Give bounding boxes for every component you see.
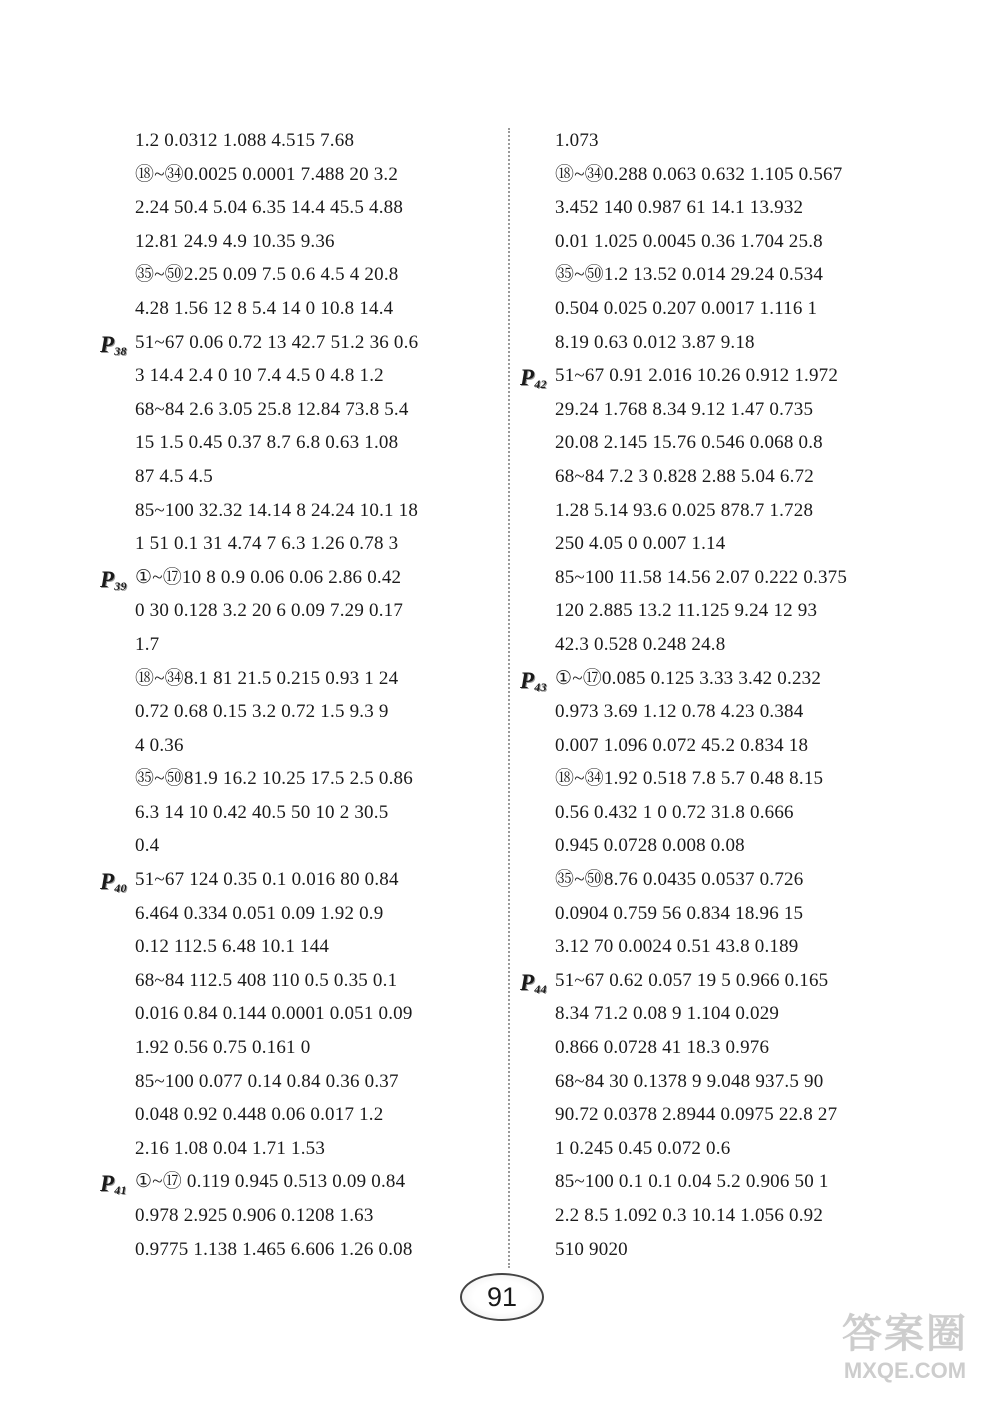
answer-text: 0.4: [135, 835, 160, 857]
answer-line: [100, 997, 500, 1031]
answer-text: 85~100 11.58 14.56 2.07 0.222 0.375: [555, 566, 848, 588]
answer-text: 0.973 3.69 1.12 0.78 4.23 0.384: [555, 701, 804, 723]
answer-line: [100, 897, 500, 931]
answer-line: [100, 191, 500, 225]
answer-line: [520, 1031, 910, 1065]
answer-line: [520, 762, 910, 796]
answer-text: ⑱~㉞0.288 0.063 0.632 1.105 0.567: [555, 163, 843, 185]
section-answer-line: [100, 863, 500, 897]
answer-line: [100, 460, 500, 494]
answer-line: [100, 1233, 500, 1267]
answer-text: 1 51 0.1 31 4.74 7 6.3 1.26 0.78 3: [135, 533, 399, 555]
answer-line: [100, 494, 500, 528]
page-marker-letter: P: [520, 969, 535, 995]
answer-text: 20.08 2.145 15.76 0.546 0.068 0.8: [555, 432, 823, 454]
answer-text: 1.28 5.14 93.6 0.025 878.7 1.728: [555, 499, 814, 521]
answer-text: 510 9020: [555, 1238, 628, 1260]
answer-text: 1 0.245 0.45 0.072 0.6: [555, 1137, 731, 1159]
answer-text: 1.7: [135, 633, 160, 655]
answer-line: [520, 796, 910, 830]
answer-line: [520, 997, 910, 1031]
right-answer-column: [520, 124, 910, 1266]
answer-line: [520, 225, 910, 259]
answer-text: 42.3 0.528 0.248 24.8: [555, 633, 726, 655]
answer-text: 0.9775 1.138 1.465 6.606 1.26 0.08: [135, 1238, 413, 1260]
page-number: 91: [460, 1273, 544, 1321]
answer-text: 0 30 0.128 3.2 20 6 0.09 7.29 0.17: [135, 600, 404, 622]
answer-text: ⑱~㉞1.92 0.518 7.8 5.7 0.48 8.15: [555, 768, 824, 790]
answer-line: [100, 1031, 500, 1065]
page-marker-letter: P: [100, 331, 115, 357]
answer-text: 3 14.4 2.4 0 10 7.4 4.5 0 4.8 1.2: [135, 365, 384, 387]
answer-text: 68~84 7.2 3 0.828 2.88 5.04 6.72: [555, 465, 814, 487]
answer-text: ㉟~㊿81.9 16.2 10.25 17.5 2.5 0.86: [135, 768, 413, 790]
answer-text: 15 1.5 0.45 0.37 8.7 6.8 0.63 1.08: [135, 432, 399, 454]
answer-text: ㉟~㊿1.2 13.52 0.014 29.24 0.534: [555, 264, 824, 286]
answer-line: [100, 393, 500, 427]
answer-text: 68~84 2.6 3.05 25.8 12.84 73.8 5.4: [135, 398, 409, 420]
column-divider: [508, 128, 510, 1268]
answer-text: 85~100 0.1 0.1 0.04 5.2 0.906 50 1: [555, 1171, 829, 1193]
answer-line: [520, 628, 910, 662]
answer-text: 51~67 124 0.35 0.1 0.016 80 0.84: [135, 869, 399, 891]
answer-text: 2.2 8.5 1.092 0.3 10.14 1.056 0.92: [555, 1205, 824, 1226]
answer-text: 0.72 0.68 0.15 3.2 0.72 1.5 9.3 9: [135, 701, 389, 723]
answer-line: [520, 124, 910, 158]
answer-text: 0.945 0.0728 0.008 0.08: [555, 835, 745, 857]
answer-text: ⑱~㉞0.0025 0.0001 7.488 20 3.2: [135, 163, 399, 185]
answer-text: 0.0904 0.759 56 0.834 18.96 15: [555, 902, 804, 924]
answer-line: [520, 695, 910, 729]
answer-line: [520, 258, 910, 292]
watermark-logo: [815, 1310, 995, 1396]
answer-text: 0.978 2.925 0.906 0.1208 1.63: [135, 1205, 374, 1226]
answer-line: [520, 1065, 910, 1099]
answer-line: [520, 1199, 910, 1233]
answer-text: 51~67 0.06 0.72 13 42.7 51.2 36 0.6: [135, 331, 419, 353]
section-answer-line: [520, 964, 910, 998]
answer-line: [520, 158, 910, 192]
answer-text: 0.866 0.0728 41 18.3 0.976: [555, 1037, 770, 1059]
page-marker-number: 42: [534, 377, 547, 392]
answer-text: 68~84 30 0.1378 9 9.048 937.5 90: [555, 1070, 824, 1092]
answer-line: [100, 359, 500, 393]
answer-line: [100, 426, 500, 460]
answer-text: 87 4.5 4.5: [135, 465, 213, 487]
section-answer-line: [100, 1165, 500, 1199]
answer-line: [520, 1165, 910, 1199]
answer-line: [100, 829, 500, 863]
page-marker-letter: P: [520, 365, 535, 391]
answer-line: [100, 292, 500, 326]
answer-line: [100, 762, 500, 796]
answer-text: 2.24 50.4 5.04 6.35 14.4 45.5 4.88: [135, 197, 404, 219]
section-answer-line: [100, 561, 500, 595]
answer-line: [100, 1098, 500, 1132]
answer-line: [520, 393, 910, 427]
answer-text: 8.19 0.63 0.012 3.87 9.18: [555, 331, 755, 353]
page-marker-letter: P: [100, 566, 115, 592]
answer-line: [520, 191, 910, 225]
answer-text: 3.452 140 0.987 61 14.1 13.932: [555, 197, 804, 219]
answer-text: 0.016 0.84 0.144 0.0001 0.051 0.09: [135, 1003, 413, 1025]
answer-line: [520, 494, 910, 528]
answer-line: [520, 1132, 910, 1166]
answer-line: [100, 124, 500, 158]
answer-text: 0.007 1.096 0.072 45.2 0.834 18: [555, 734, 809, 756]
left-answer-column: [100, 124, 500, 1266]
page-marker-letter: P: [100, 1171, 115, 1197]
answer-line: [100, 1065, 500, 1099]
answer-line: [520, 292, 910, 326]
answer-line: [520, 829, 910, 863]
answer-text: 85~100 32.32 14.14 8 24.24 10.1 18: [135, 499, 419, 521]
answer-text: 51~67 0.91 2.016 10.26 0.912 1.972: [555, 365, 839, 387]
answer-text: 120 2.885 13.2 11.125 9.24 12 93: [555, 600, 818, 622]
page-marker-letter: P: [520, 667, 535, 693]
answer-text: 3.12 70 0.0024 0.51 43.8 0.189: [555, 936, 799, 958]
section-answer-line: [520, 662, 910, 696]
answer-line: [520, 930, 910, 964]
answer-text: 12.81 24.9 4.9 10.35 9.36: [135, 230, 335, 252]
answer-text: 4.28 1.56 12 8 5.4 14 0 10.8 14.4: [135, 297, 394, 319]
answer-line: [100, 225, 500, 259]
answer-line: [520, 460, 910, 494]
answer-text: 0.01 1.025 0.0045 0.36 1.704 25.8: [555, 230, 823, 252]
answer-text: ㉟~㊿2.25 0.09 7.5 0.6 4.5 4 20.8: [135, 264, 399, 286]
answer-text: 51~67 0.62 0.057 19 5 0.966 0.165: [555, 969, 829, 991]
answer-text: 6.3 14 10 0.42 40.5 50 10 2 30.5: [135, 801, 389, 823]
answer-line: [100, 628, 500, 662]
answer-text: 1.92 0.56 0.75 0.161 0: [135, 1037, 311, 1059]
answer-text: 0.048 0.92 0.448 0.06 0.017 1.2: [135, 1104, 384, 1126]
answer-line: [100, 1132, 500, 1166]
answer-line: [520, 863, 910, 897]
page-marker-number: 44: [534, 981, 547, 996]
page-marker-number: 38: [114, 343, 127, 358]
answer-line: [520, 561, 910, 595]
answer-line: [520, 527, 910, 561]
answer-text: ㉟~㊿8.76 0.0435 0.0537 0.726: [555, 869, 804, 891]
answer-line: [520, 1098, 910, 1132]
page-marker-number: 40: [114, 881, 127, 896]
answer-text: ①~⑰10 8 0.9 0.06 0.06 2.86 0.42: [135, 566, 402, 588]
watermark-url: MXQE.COM: [843, 1358, 967, 1383]
answer-text: ①~⑰ 0.119 0.945 0.513 0.09 0.84: [135, 1171, 406, 1193]
answer-text: 2.16 1.08 0.04 1.71 1.53: [135, 1137, 326, 1159]
answer-text: 1.2 0.0312 1.088 4.515 7.68: [135, 130, 355, 151]
answer-line: [100, 594, 500, 628]
answer-line: [100, 796, 500, 830]
answer-text: 90.72 0.0378 2.8944 0.0975 22.8 27: [555, 1104, 838, 1126]
page-marker-number: 39: [114, 578, 127, 593]
answer-line: [520, 1233, 910, 1267]
answer-line: [100, 1199, 500, 1233]
answer-text: 6.464 0.334 0.051 0.09 1.92 0.9: [135, 902, 384, 924]
answer-text: 0.504 0.025 0.207 0.0017 1.116 1: [555, 297, 818, 319]
answer-line: [100, 964, 500, 998]
answer-line: [100, 662, 500, 696]
section-answer-line: [100, 326, 500, 360]
answer-text: ⑱~㉞8.1 81 21.5 0.215 0.93 1 24: [135, 667, 399, 689]
answer-text: 85~100 0.077 0.14 0.84 0.36 0.37: [135, 1070, 399, 1092]
page-marker-letter: P: [100, 869, 115, 895]
page-marker-number: 43: [534, 679, 547, 694]
answer-line: [520, 426, 910, 460]
answer-line: [100, 930, 500, 964]
answer-line: [100, 258, 500, 292]
answer-text: 68~84 112.5 408 110 0.5 0.35 0.1: [135, 969, 398, 991]
answer-line: [520, 729, 910, 763]
answer-text: 1.073: [555, 130, 599, 151]
answer-text: 250 4.05 0 0.007 1.14: [555, 533, 726, 555]
answer-text: 29.24 1.768 8.34 9.12 1.47 0.735: [555, 398, 814, 420]
watermark-text: 答案圈: [842, 1312, 968, 1356]
answer-text: ①~⑰0.085 0.125 3.33 3.42 0.232: [555, 667, 822, 689]
answer-line: [520, 897, 910, 931]
answer-text: 0.12 112.5 6.48 10.1 144: [135, 936, 330, 958]
answer-line: [520, 594, 910, 628]
answer-line: [100, 527, 500, 561]
section-answer-line: [520, 359, 910, 393]
answer-text: 8.34 71.2 0.08 9 1.104 0.029: [555, 1003, 780, 1025]
page-marker-number: 41: [114, 1183, 127, 1198]
answer-text: 0.56 0.432 1 0 0.72 31.8 0.666: [555, 801, 794, 823]
answer-line: [100, 729, 500, 763]
answer-line: [520, 326, 910, 360]
answer-text: 4 0.36: [135, 734, 184, 756]
answer-line: [100, 695, 500, 729]
answer-line: [100, 158, 500, 192]
